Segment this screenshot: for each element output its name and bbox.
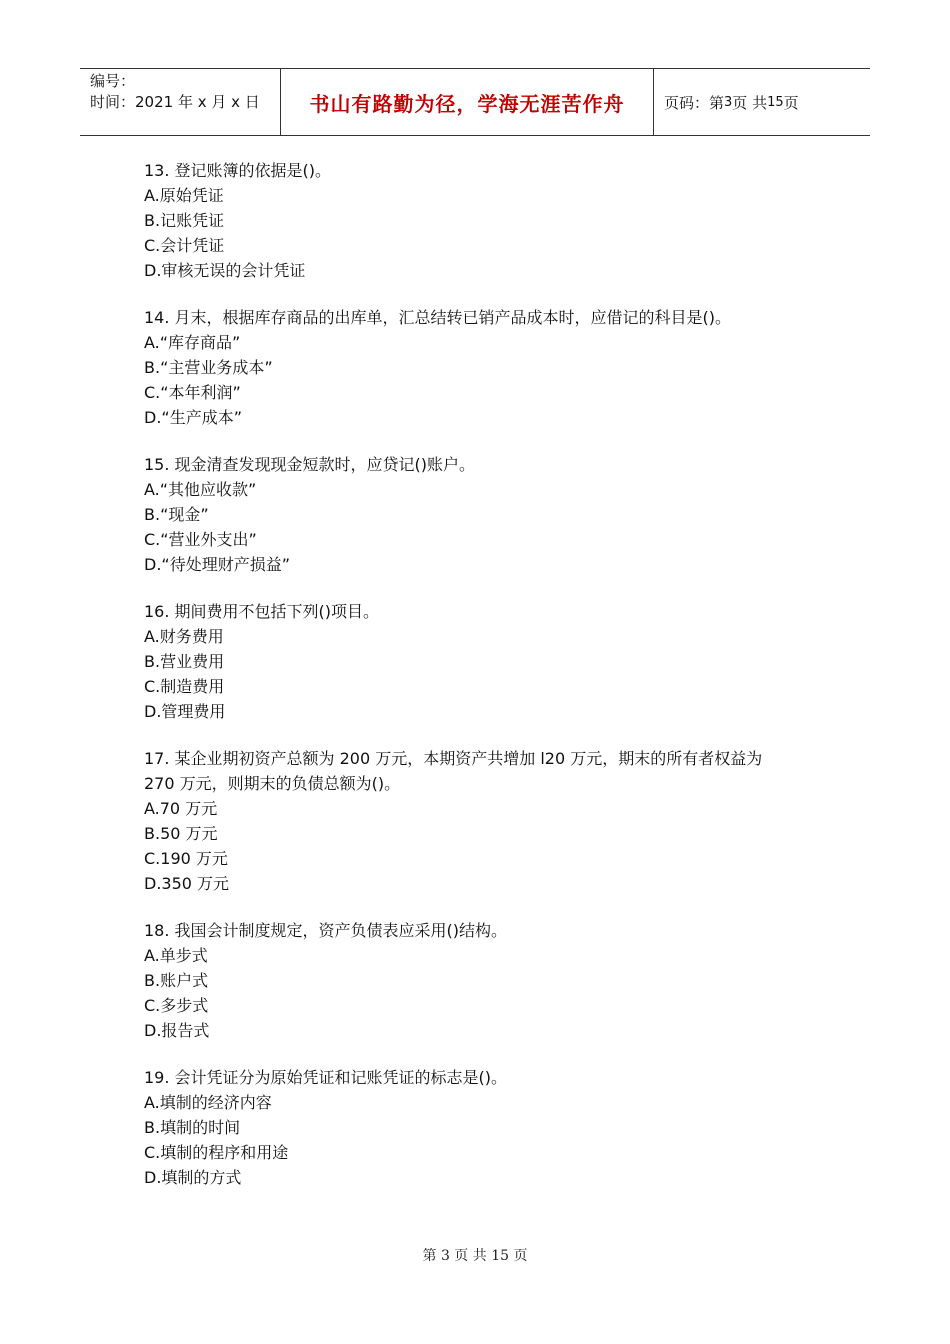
answer-option: B.填制的时间 <box>144 1118 241 1137</box>
page-header <box>80 68 870 136</box>
page-middle: 页 共 <box>732 93 768 112</box>
answer-option: A.原始凭证 <box>144 186 224 205</box>
question-stem: 18. 我国会计制度规定，资产负债表应采用()结构。 <box>144 921 508 940</box>
answer-option: B.营业费用 <box>144 652 225 671</box>
question-block <box>144 452 844 577</box>
answer-option: D.350 万元 <box>144 874 230 893</box>
question-stem: 17. 某企业期初资产总额为 200 万元，本期资产共增加 l20 万元，期末的所有者权益为 <box>144 749 763 768</box>
answer-option: B.记账凭证 <box>144 211 225 230</box>
question-stem: 15. 现金清查发现现金短款时，应贷记()账户。 <box>144 455 476 474</box>
answer-option: C.“本年利润” <box>144 383 241 402</box>
header-meta <box>80 69 281 135</box>
answer-option: D.填制的方式 <box>144 1168 242 1187</box>
question-stem: 270 万元，则期末的负债总额为()。 <box>144 774 401 793</box>
page-current: 3 <box>724 94 733 110</box>
serial-label: 编号： <box>90 72 136 90</box>
answer-option: D.审核无误的会计凭证 <box>144 261 306 280</box>
answer-option: D.报告式 <box>144 1021 210 1040</box>
time-label: 时间：2021 年 x 月 x 日 <box>90 93 260 111</box>
answer-option: C.“营业外支出” <box>144 530 257 549</box>
answer-option: A.“库存商品” <box>144 333 241 352</box>
question-stem: 16. 期间费用不包括下列()项目。 <box>144 602 380 621</box>
answer-option: A.填制的经济内容 <box>144 1093 272 1112</box>
answer-option: A.70 万元 <box>144 799 218 818</box>
question-stem: 14. 月末，根据库存商品的出库单，汇总结转已销产品成本时，应借记的科目是()。 <box>144 308 732 327</box>
answer-option: D.“待处理财产损益” <box>144 555 290 574</box>
question-block <box>144 599 844 724</box>
answer-option: A.“其他应收款” <box>144 480 257 499</box>
answer-option: C.制造费用 <box>144 677 225 696</box>
answer-option: B.账户式 <box>144 971 209 990</box>
header-motto-cell <box>281 69 654 135</box>
page-prefix: 页码：第 <box>664 93 725 112</box>
question-block <box>144 918 844 1043</box>
question-block <box>144 158 844 283</box>
header-page-info <box>654 69 870 135</box>
answer-option: B.“现金” <box>144 505 209 524</box>
question-block <box>144 305 844 430</box>
header-motto: 书山有路勤为径，学海无涯苦作舟 <box>309 91 625 116</box>
answer-option: C.多步式 <box>144 996 209 1015</box>
question-block <box>144 1065 844 1190</box>
page-footer: 第 3 页 共 15 页 <box>422 1248 528 1264</box>
question-block <box>144 746 844 896</box>
answer-option: B.“主营业务成本” <box>144 358 273 377</box>
answer-option: C.会计凭证 <box>144 236 225 255</box>
answer-option: A.单步式 <box>144 946 208 965</box>
question-list <box>144 158 844 1212</box>
answer-option: C.填制的程序和用途 <box>144 1143 289 1162</box>
question-stem: 13. 登记账簿的依据是()。 <box>144 161 332 180</box>
question-stem: 19. 会计凭证分为原始凭证和记账凭证的标志是()。 <box>144 1068 508 1087</box>
answer-option: D.管理费用 <box>144 702 226 721</box>
answer-option: C.190 万元 <box>144 849 228 868</box>
answer-option: D.“生产成本” <box>144 408 242 427</box>
answer-option: B.50 万元 <box>144 824 218 843</box>
page-suffix: 页 <box>783 93 799 112</box>
answer-option: A.财务费用 <box>144 627 224 646</box>
page-total: 15 <box>767 94 784 110</box>
